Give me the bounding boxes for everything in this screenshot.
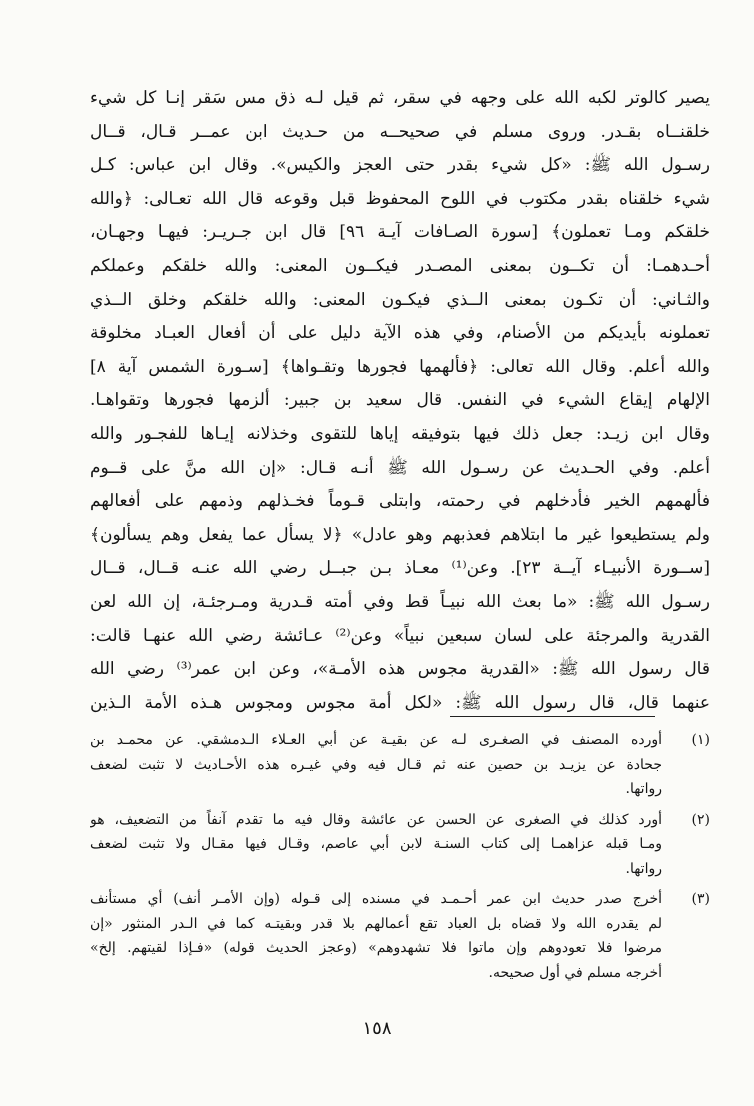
footnote-3	[90, 887, 710, 985]
text-line: رسـول الله ﷺ: «كل شيء بقدر حتى العجز والكيس». وقال ابن عباس: كـل	[90, 155, 710, 176]
footnote-line: جحادة عن يزيـد بن حصين عنه ثم قـال فيه وفي غيـره هذه الأحـاديث لا تثبت لضعف	[90, 756, 662, 773]
page-number: ١٥٨	[362, 1018, 392, 1039]
footnote-line: أورده المصنف في الصغـرى لـه عن بقيـة عن أبي العـلاء الـدمشقي. عن محمـد بن	[90, 732, 662, 748]
text-line: يصير كالوتر لكبه الله على وجهه في سقر، ثم قيل لـه ذق مس سَقر إنـا كل شيء	[90, 88, 710, 108]
footnote-line: ومـا قبله عزاهمـا إلى كتاب السنـة لابن أبي عاصم، وقـال فيها مقـال ولا تثبت لضعف	[90, 836, 662, 852]
text-line: أعلم. وفي الحـديث عن رسـول الله ﷺ أنـه قـال: «إن الله منَّ على قــوم	[90, 457, 710, 478]
text-line: خلقنــاه بقـدر. وروى مسلم في صحيحــه من حـديث ابن عمــر قـال، قــال	[90, 121, 710, 142]
text-line: شيء خلقناه بقدر مكتوب في اللوح المحفوظ قبل وقوعه قال الله تعـالى: ﴿والله	[90, 188, 710, 209]
footnote-line: لم يقدره الله ولا قضاه بل العباد تقع أعمالهم بلا قدر وبقيتـه كما في الـدر المنثور «إن	[90, 915, 662, 932]
footnote-line: رواتها.	[625, 860, 662, 877]
footnote-body	[90, 887, 662, 985]
footnote-line: مرضوا فلا تعودوهم وإن ماتوا فلا تشهدوهم» (وعجز الحديث قوله) «فـإذا لقيتهم. إلخ»	[90, 940, 662, 956]
footnote-line: رواتها.	[625, 781, 662, 797]
footnote-1	[90, 728, 710, 802]
text-line: أحـدهمـا: أن تكــون بمعنى المصـدر فيكــون المعنى: والله خلقكم وعملكم	[90, 255, 710, 276]
text-line: عنهما قال، قال رسول الله ﷺ: «لكل أمة مجوس ومجوس هـذه الأمة الـذين	[90, 692, 710, 713]
text-line: رسـول الله ﷺ: «ما بعث الله نبيـاً قط وفي أمته قـدرية ومـرجئـة، إن الله لعن	[90, 591, 710, 612]
text-line: والله أعلم. وقال الله تعالى: ﴿فألهمها فجورها وتقـواها﴾ [سـورة الشمس آية ٨]	[90, 356, 710, 377]
footnote-body	[90, 808, 662, 882]
footnote-2	[90, 808, 710, 882]
text-line: تعملونه بأيديكم من الأصنام، وفي هذه الآية دليل على أن أفعال العبـاد مخلوقة	[90, 323, 710, 344]
text-line: القدرية والمرجئة على لسان سبعين نبياً» وعن⁽²⁾ عـائشة رضي الله عنهـا قالت:	[90, 625, 710, 646]
footnote-line: أخرجه مسلم في أول صحيحه.	[488, 964, 662, 981]
text-line: الإلهام إيقاع الشيء في النفس. قال سعيد بن جبير: ألزمها فجورها وتقواهـا.	[90, 390, 710, 411]
footnote-line: أخرج صدر حديث ابن عمر أحـمـد في مسنده إلى قـوله (وإن الأمـر أنف) أي مستأنف	[90, 891, 662, 907]
footnote-line: أورد كذلك في الصغرى عن الحسن عن عائشة وقال فيه ما تقدم آنفاً من التضعيف، هو	[90, 811, 662, 828]
text-line: والثـاني: أن تكـون بمعنى الــذي فيكـون المعنى: والله خلقكم وخلق الــذي	[90, 289, 710, 310]
text-line: ولم يستطيعوا غير ما ابتلاهم فعذبهم وهو عادل» ﴿لا يسأل عما يفعل وهم يسألون﴾	[90, 524, 710, 545]
text-line: وقال ابن زيـد: جعل ذلك فيها بتوفيقه إياها للتقوى وخذلانه إيـاها للفجـور والله	[90, 423, 710, 444]
text-line: [ســورة الأنبيـاء آيــة ٢٣]. وعن⁽¹⁾ معـاذ بـن جبــل رضي الله عنـه قــال، قــال	[90, 558, 710, 579]
footnote-body	[90, 728, 662, 802]
footnote-number: (١)	[691, 732, 710, 748]
text-line: خلقكم ومـا تعملون﴾ [سورة الصـافات آيـة ٩٦] قال ابن جـريـر: فيهـا وجهـان،	[90, 222, 710, 243]
main-text-block	[90, 82, 710, 720]
footnote-number: (٢)	[691, 811, 710, 828]
text-line: قال رسول الله ﷺ: «القدرية مجوس هذه الأمـة»، وعن ابن عمر⁽³⁾ رضي الله	[90, 659, 710, 680]
text-line: فألهمهم الخير فأدخلهم في رحمته، وابتلى قـوماً فخـذلهم وذمهم على أفعالهم	[90, 491, 710, 512]
footnote-separator	[450, 716, 655, 717]
footnote-number: (٣)	[691, 891, 710, 907]
footnotes	[90, 728, 710, 985]
